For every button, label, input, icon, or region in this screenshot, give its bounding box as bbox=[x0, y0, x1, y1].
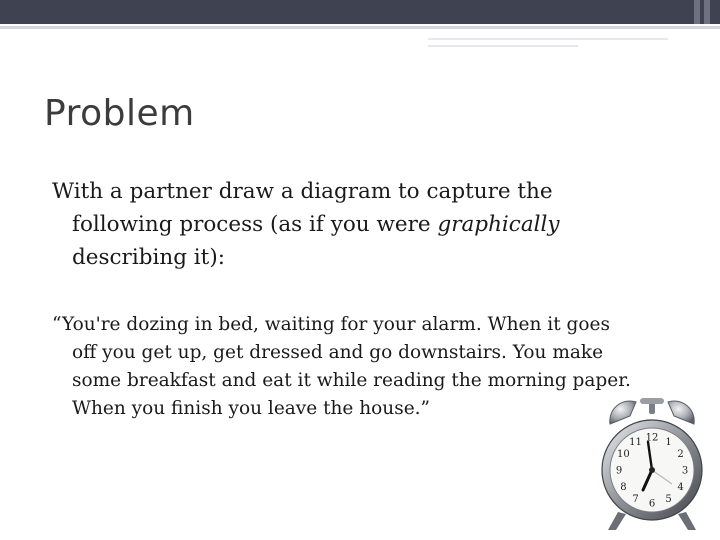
clock-numeral: 1 bbox=[665, 436, 672, 448]
header-rule-shorter bbox=[428, 45, 578, 47]
clock-numeral: 5 bbox=[665, 494, 672, 506]
instruction-line-3: describing it): bbox=[72, 245, 225, 270]
header-rule-short bbox=[428, 38, 668, 40]
quote-line-1: “You're dozing in bed, waiting for your alarm. When it goes bbox=[52, 314, 610, 335]
clock-numeral: 7 bbox=[632, 494, 639, 506]
clock-numeral: 12 bbox=[645, 432, 659, 444]
clock-numeral: 10 bbox=[617, 449, 630, 460]
instruction-line-2-text: following process (as if you were bbox=[72, 212, 438, 237]
clock-numeral: 11 bbox=[629, 436, 642, 448]
clock-numeral: 6 bbox=[648, 498, 656, 510]
clock-numeral: 3 bbox=[681, 465, 689, 477]
emphasis-graphically: graphically bbox=[437, 212, 560, 237]
instruction-paragraph bbox=[52, 175, 712, 274]
clock-numeral: 2 bbox=[677, 449, 684, 460]
instruction-line-1: With a partner draw a diagram to capture the bbox=[52, 179, 553, 204]
quote-line-2: off you get up, get dressed and go downstairs. You make bbox=[72, 342, 604, 363]
quote-line-4: When you finish you leave the house.” bbox=[72, 398, 431, 419]
top-banner bbox=[0, 0, 720, 24]
quote-line-3: some breakfast and eat it while reading the morning paper. bbox=[72, 370, 631, 391]
clock-numeral: 9 bbox=[615, 465, 623, 477]
clock-numeral: 4 bbox=[677, 482, 684, 493]
alarm-clock-icon bbox=[596, 394, 708, 534]
slide-title: Problem bbox=[44, 93, 195, 134]
banner-accent-right bbox=[704, 0, 710, 24]
header-rule bbox=[0, 26, 720, 29]
instruction-line-2 bbox=[52, 208, 712, 241]
banner-accent-left bbox=[694, 0, 700, 24]
clock-numeral: 8 bbox=[620, 482, 627, 493]
